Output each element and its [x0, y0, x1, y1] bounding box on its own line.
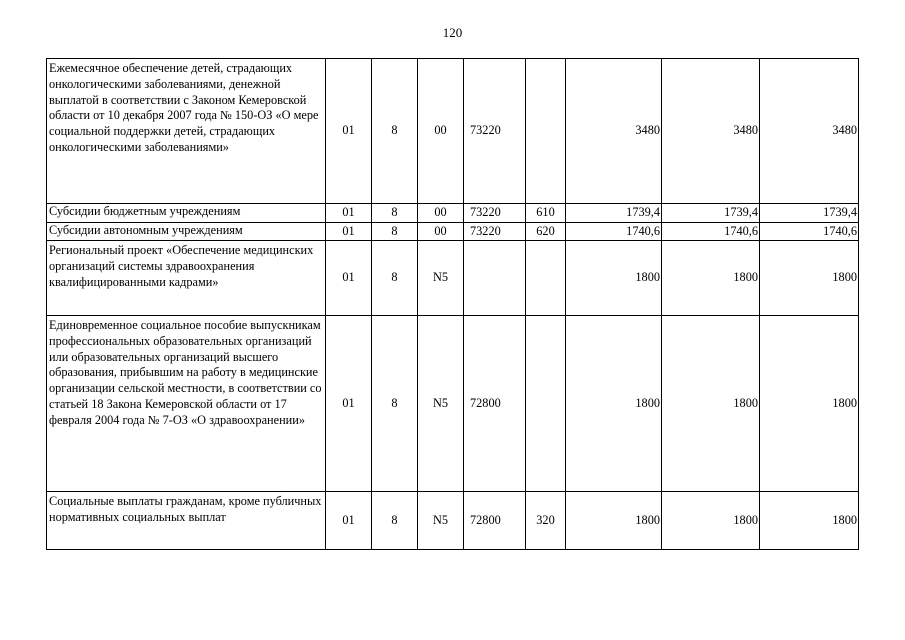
program-code: 8 [372, 204, 418, 223]
expense-type-code: 610 [526, 204, 566, 223]
section-code: 01 [326, 241, 372, 316]
amount-year-3: 1740,6 [760, 223, 859, 241]
program-code: 8 [372, 492, 418, 550]
amount-year-2: 1800 [662, 316, 760, 492]
amount-year-1: 1800 [566, 241, 662, 316]
subprogram-code: 00 [418, 204, 464, 223]
program-code: 8 [372, 241, 418, 316]
row-description: Единовременное социальное пособие выпускникам профессиональных образовательных организаций или образовательных организаций высшего образования, прибывшим на работу в медицинские организации сельской местности, в соответствии со статьей 18 Закона Кемеровской области от 17 февраля 2004 года № 7-ОЗ «О здравоохранении» [47, 316, 326, 492]
amount-year-2: 1800 [662, 241, 760, 316]
amount-year-2: 3480 [662, 59, 760, 204]
amount-year-1: 1740,6 [566, 223, 662, 241]
subprogram-code: N5 [418, 492, 464, 550]
program-code: 8 [372, 59, 418, 204]
row-description: Субсидии бюджетным учреждениям [47, 204, 326, 223]
direction-code: 73220 [464, 204, 526, 223]
row-description: Субсидии автономным учреждениям [47, 223, 326, 241]
amount-year-3: 1800 [760, 316, 859, 492]
row-description: Региональный проект «Обеспечение медицинских организаций системы здравоохранения квалифицированными кадрами» [47, 241, 326, 316]
amount-year-2: 1800 [662, 492, 760, 550]
table-row [47, 316, 859, 492]
page-number: 120 [442, 25, 463, 40]
amount-year-3: 1739,4 [760, 204, 859, 223]
table-row [47, 223, 859, 241]
direction-code: 72800 [464, 492, 526, 550]
section-code: 01 [326, 204, 372, 223]
amount-year-3: 3480 [760, 59, 859, 204]
expense-type-code [526, 59, 566, 204]
amount-year-2: 1740,6 [662, 223, 760, 241]
row-description: Социальные выплаты гражданам, кроме публичных нормативных социальных выплат [47, 492, 326, 550]
direction-code: 72800 [464, 316, 526, 492]
direction-code [464, 241, 526, 316]
expense-type-code: 620 [526, 223, 566, 241]
amount-year-2: 1739,4 [662, 204, 760, 223]
budget-table [46, 58, 859, 550]
subprogram-code: N5 [418, 241, 464, 316]
section-code: 01 [326, 316, 372, 492]
program-code: 8 [372, 223, 418, 241]
section-code: 01 [326, 492, 372, 550]
expense-type-code [526, 316, 566, 492]
subprogram-code: N5 [418, 316, 464, 492]
section-code: 01 [326, 223, 372, 241]
expense-type-code: 320 [526, 492, 566, 550]
amount-year-3: 1800 [760, 241, 859, 316]
amount-year-1: 1800 [566, 316, 662, 492]
section-code: 01 [326, 59, 372, 204]
amount-year-3: 1800 [760, 492, 859, 550]
expense-type-code [526, 241, 566, 316]
table-row [47, 59, 859, 204]
table-row [47, 204, 859, 223]
subprogram-code: 00 [418, 223, 464, 241]
subprogram-code: 00 [418, 59, 464, 204]
amount-year-1: 3480 [566, 59, 662, 204]
program-code: 8 [372, 316, 418, 492]
row-description: Ежемесячное обеспечение детей, страдающих онкологическими заболеваниями, денежной выплатой в соответствии с Законом Кемеровской области от 10 декабря 2007 года № 150-ОЗ «О мере социальной поддержки детей, страдающих онкологическими заболеваниями» [47, 59, 326, 204]
table-row [47, 492, 859, 550]
amount-year-1: 1739,4 [566, 204, 662, 223]
direction-code: 73220 [464, 59, 526, 204]
table-row [47, 241, 859, 316]
amount-year-1: 1800 [566, 492, 662, 550]
direction-code: 73220 [464, 223, 526, 241]
